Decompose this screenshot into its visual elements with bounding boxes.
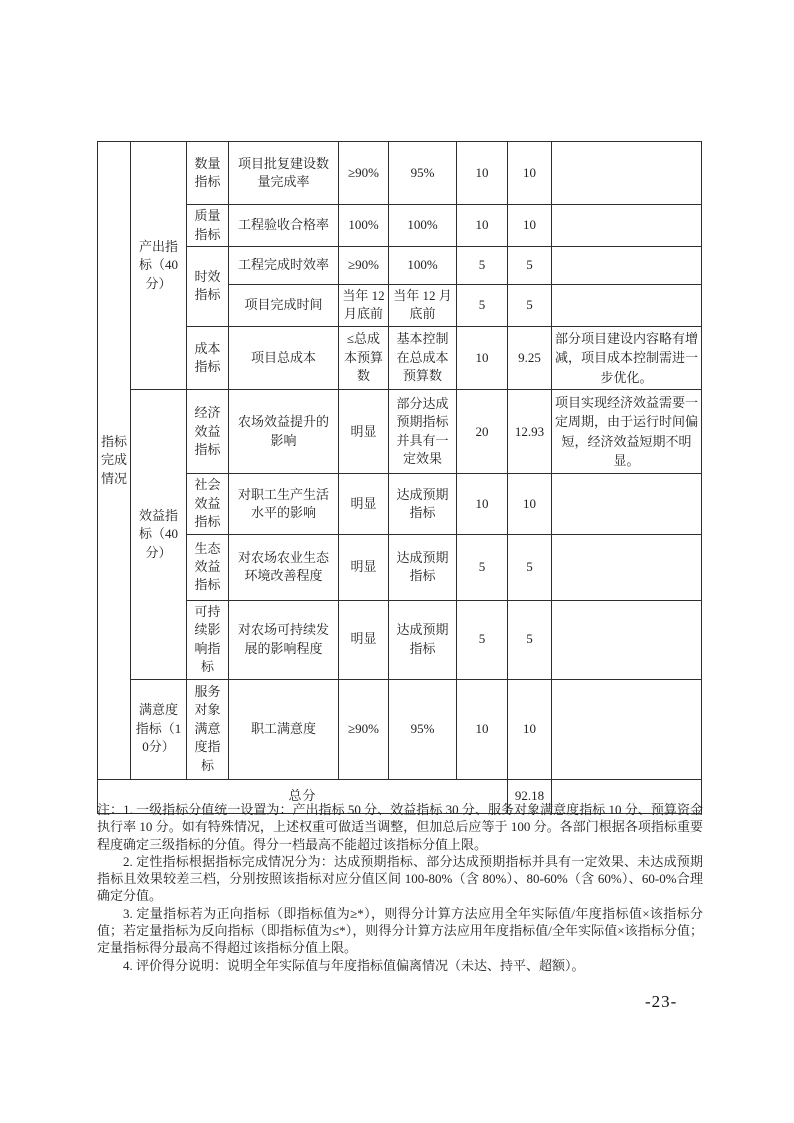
score-cell: 12.93 <box>508 390 552 474</box>
category-cell: 服务对象满意度指标 <box>187 679 229 779</box>
target-value-cell: ≥90% <box>339 247 389 285</box>
comment-cell: 项目实现经济效益需要一定周期，由于运行时间偏短，经济效益短期不明显。 <box>552 390 702 474</box>
score-cell: 5 <box>508 534 552 600</box>
category-cell: 社会效益指标 <box>187 474 229 534</box>
actual-value-cell: 95% <box>389 142 457 205</box>
actual-value-cell: 达成预期指标 <box>389 600 457 679</box>
actual-value-cell: 100% <box>389 247 457 285</box>
category-cell: 可持续影响指标 <box>187 600 229 679</box>
comment-cell <box>552 534 702 600</box>
category-cell: 经济效益指标 <box>187 390 229 474</box>
target-value-cell: 100% <box>339 205 389 247</box>
page-number: -23- <box>645 992 678 1011</box>
score-cell: 9.25 <box>508 326 552 390</box>
target-value-cell: 明显 <box>339 534 389 600</box>
category-cell: 成本指标 <box>187 326 229 390</box>
table-row <box>98 474 702 534</box>
actual-value-cell: 部分达成预期指标并具有一定效果 <box>389 390 457 474</box>
comment-cell <box>552 247 702 285</box>
indicator-name-cell: 项目批复建设数量完成率 <box>229 142 339 205</box>
group-label-cell: 产出指标（40分） <box>131 142 187 390</box>
note-paragraph-2: 2. 定性指标根据指标完成情况分为：达成预期指标、部分达成预期指标并具有一定效果、未达成预期指标且效果较差三档，分别按照该指标对应分值区间 100-80%（含 80%）、80-60%（含 60%）、60-0%合理确定分值。 <box>97 853 703 904</box>
score-cell: 10 <box>508 142 552 205</box>
note-paragraph-1: 注：1. 一级指标分值统一设置为：产出指标 50 分、效益指标 30 分、服务对象满意度指标 10 分、预算资金执行率 10 分。如有特殊情况，上述权重可做适当调整，但加总后应等于 100 分。各部门根据各项指标重要程度确定三级指标的分值。得分一档最高不能超过该指标分值上限。 <box>97 802 703 852</box>
comment-cell: 部分项目建设内容略有增减，项目成本控制需进一步优化。 <box>552 326 702 390</box>
actual-value-cell: 95% <box>389 679 457 779</box>
comment-cell <box>552 474 702 534</box>
target-value-cell: 明显 <box>339 474 389 534</box>
points-cell: 5 <box>457 600 508 679</box>
indicator-name-cell: 项目总成本 <box>229 326 339 390</box>
score-cell: 10 <box>508 205 552 247</box>
points-cell: 5 <box>457 285 508 327</box>
actual-value-cell: 基本控制在总成本预算数 <box>389 326 457 390</box>
actual-value-cell: 达成预期指标 <box>389 534 457 600</box>
group-label-cell: 效益指标（40分） <box>131 390 187 679</box>
table-row <box>98 390 702 474</box>
actual-value-cell: 当年 12 月底前 <box>389 285 457 327</box>
row-group-label-cell: 指标完成情况 <box>98 142 131 780</box>
total-label-cell: 总分 <box>98 779 508 813</box>
indicator-name-cell: 对农场农业生态环境改善程度 <box>229 534 339 600</box>
note-paragraph-4: 4. 评价得分说明：说明全年实际值与年度指标值偏离情况（未达、持平、超额）。 <box>123 957 585 973</box>
indicator-name-cell: 对职工生产生活水平的影响 <box>229 474 339 534</box>
points-cell: 10 <box>457 142 508 205</box>
indicator-name-cell: 农场效益提升的影响 <box>229 390 339 474</box>
notes-section <box>97 801 703 974</box>
table-row <box>98 142 702 205</box>
target-value-cell: 当年 12 月底前 <box>339 285 389 327</box>
points-cell: 10 <box>457 474 508 534</box>
category-cell: 生态效益指标 <box>187 534 229 600</box>
table-row <box>98 326 702 390</box>
indicator-name-cell: 工程验收合格率 <box>229 205 339 247</box>
note-paragraph-3: 3. 定量指标若为正向指标（即指标值为≥*），则得分计算方法应用全年实际值/年度指标值×该指标分值；若定量指标为反向指标（即指标值为≤*），则得分计算方法应用年度指标值/全年实际值×该指标分值；定量指标得分最高不得超过该指标分值上限。 <box>97 905 703 956</box>
score-cell: 10 <box>508 474 552 534</box>
actual-value-cell: 100% <box>389 205 457 247</box>
target-value-cell: 明显 <box>339 390 389 474</box>
points-cell: 20 <box>457 390 508 474</box>
category-cell: 时效指标 <box>187 247 229 327</box>
table-row <box>98 205 702 247</box>
indicator-name-cell: 项目完成时间 <box>229 285 339 327</box>
points-cell: 5 <box>457 534 508 600</box>
points-cell: 10 <box>457 326 508 390</box>
table-row <box>98 679 702 779</box>
target-value-cell: 明显 <box>339 600 389 679</box>
comment-cell <box>552 679 702 779</box>
performance-indicator-table <box>97 141 702 814</box>
indicator-name-cell: 工程完成时效率 <box>229 247 339 285</box>
points-cell: 5 <box>457 247 508 285</box>
points-cell: 10 <box>457 205 508 247</box>
category-cell: 质量指标 <box>187 205 229 247</box>
total-score-cell: 92.18 <box>508 779 552 813</box>
score-cell: 5 <box>508 285 552 327</box>
table-row <box>98 247 702 285</box>
target-value-cell: ≥90% <box>339 142 389 205</box>
target-value-cell: ≥90% <box>339 679 389 779</box>
score-cell: 5 <box>508 247 552 285</box>
indicator-name-cell: 对农场可持续发展的影响程度 <box>229 600 339 679</box>
actual-value-cell: 达成预期指标 <box>389 474 457 534</box>
comment-cell <box>552 600 702 679</box>
comment-cell <box>552 142 702 205</box>
target-value-cell: ≤总成本预算数 <box>339 326 389 390</box>
category-cell: 数量指标 <box>187 142 229 205</box>
score-cell: 5 <box>508 600 552 679</box>
indicator-name-cell: 职工满意度 <box>229 679 339 779</box>
table-row <box>98 534 702 600</box>
points-cell: 10 <box>457 679 508 779</box>
comment-cell <box>552 205 702 247</box>
group-label-cell: 满意度指标（10分） <box>131 679 187 779</box>
table-row <box>98 600 702 679</box>
comment-cell <box>552 285 702 327</box>
score-cell: 10 <box>508 679 552 779</box>
